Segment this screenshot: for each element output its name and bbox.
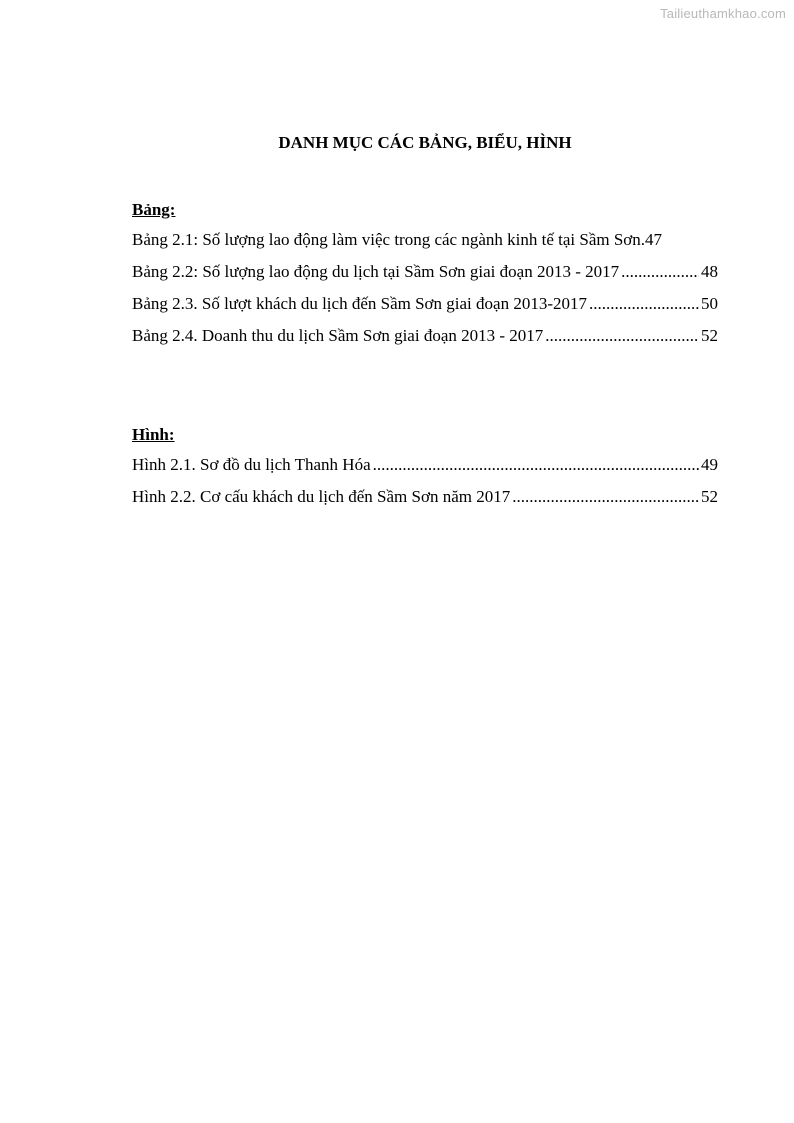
toc-entry-title: Hình 2.2. Cơ cấu khách du lịch đến Sầm Sơn năm 2017: [132, 487, 511, 506]
tables-section-heading: Bảng:: [132, 200, 176, 219]
figures-section: [132, 421, 718, 513]
toc-entry-table-2-1[interactable]: [132, 224, 718, 256]
toc-entry-page-number: 52: [701, 326, 718, 345]
watermark-text: Tailieuthamkhao.com: [660, 6, 786, 21]
page-title: DANH MỤC CÁC BẢNG, BIỂU, HÌNH: [278, 133, 572, 152]
toc-entry-table-2-3[interactable]: [132, 288, 718, 320]
toc-entry-page-number: 49: [701, 455, 718, 474]
dot-leader: [589, 288, 699, 320]
dot-leader: [621, 256, 699, 288]
toc-entry-page-number: 47: [645, 230, 663, 249]
dot-leader: [545, 320, 699, 352]
toc-entry-table-2-4[interactable]: [132, 320, 718, 352]
tables-section: [132, 196, 718, 352]
toc-entry-title: Hình 2.1. Sơ đồ du lịch Thanh Hóa: [132, 455, 371, 474]
dot-leader: [512, 481, 699, 513]
toc-entry-title: Bảng 2.2: Số lượng lao động du lịch tại Sầm Sơn giai đoạn 2013 - 2017: [132, 262, 620, 281]
figures-section-heading: Hình:: [132, 425, 175, 444]
toc-entry-page-number: 48: [701, 262, 718, 281]
toc-entry-title: Bảng 2.3. Số lượt khách du lịch đến Sầm Sơn giai đoạn 2013-2017: [132, 294, 587, 313]
toc-entry-table-2-2[interactable]: [132, 256, 718, 288]
toc-entry-page-number: 52: [701, 487, 718, 506]
toc-entry-page-number: 50: [701, 294, 718, 313]
toc-entry-title: Bảng 2.1: Số lượng lao động làm việc trong các ngành kinh tế tại Sầm Sơn.: [132, 230, 646, 249]
toc-entry-figure-2-2[interactable]: [132, 481, 718, 513]
toc-entry-figure-2-1[interactable]: [132, 449, 718, 481]
dot-leader: [373, 449, 699, 481]
toc-entry-title: Bảng 2.4. Doanh thu du lịch Sầm Sơn giai đoạn 2013 - 2017: [132, 326, 544, 345]
